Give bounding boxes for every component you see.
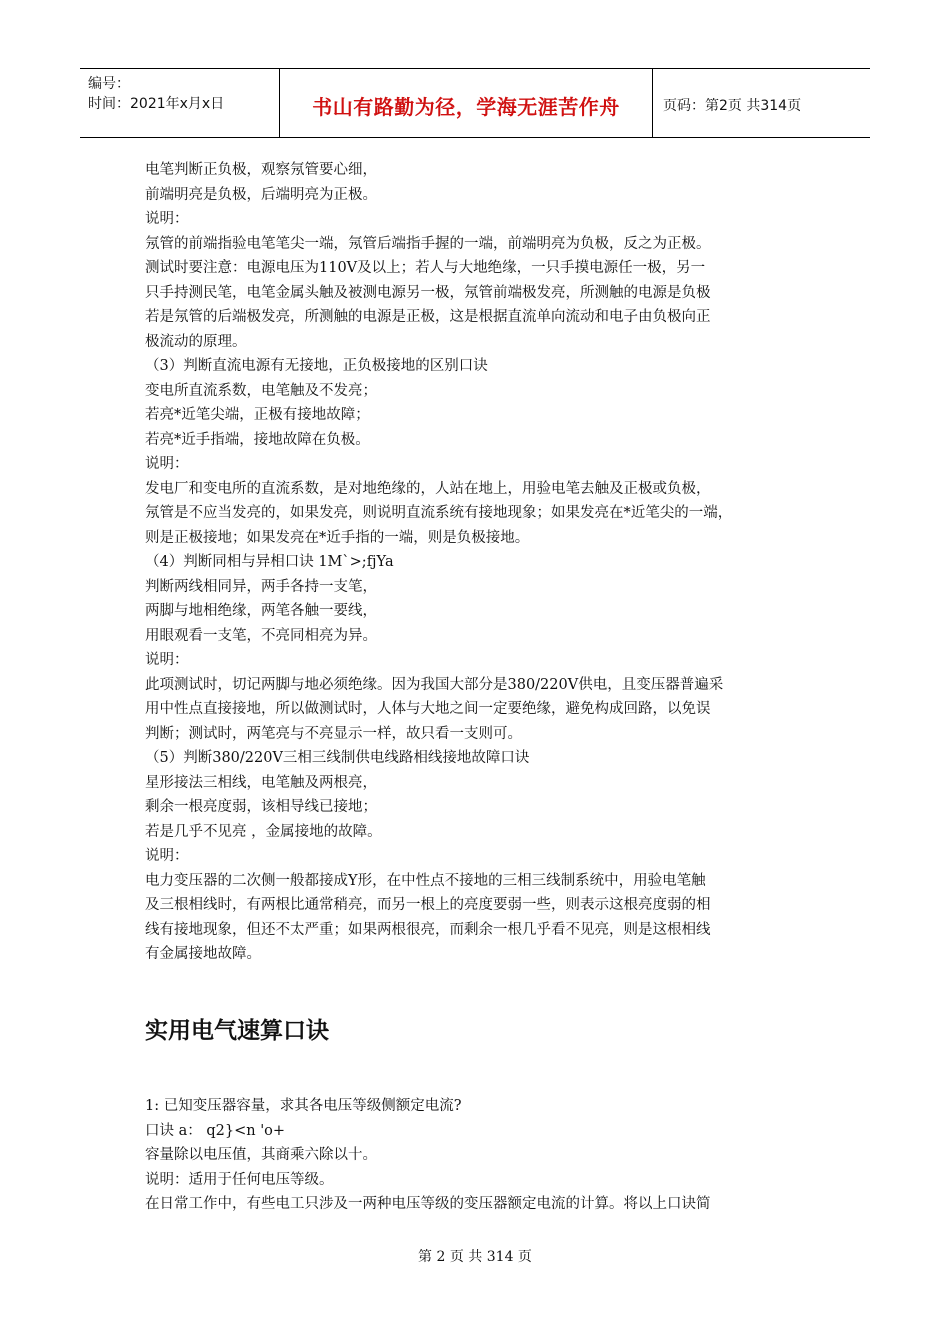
text-line: 1: 已知变压器容量，求其各电压等级侧额定电流? (145, 1098, 462, 1114)
section-heading: 实用电气速算口诀 (145, 1018, 329, 1044)
text-line: 有金属接地故障。 (145, 946, 261, 962)
text-line: 用眼观看一支笔，不亮同相亮为异。 (145, 627, 377, 644)
text-line: 口诀 a： q2}<n 'o+ (145, 1122, 286, 1139)
text-line: 在日常工作中，有些电工只涉及一两种电压等级的变压器额定电流的计算。将以上口诀简 (145, 1196, 711, 1212)
header-page-cell (653, 69, 870, 137)
text-line: 判断；测试时，两笔亮与不亮显示一样，故只看一支则可。 (145, 725, 522, 742)
text-line: 测试时要注意：电源电压为110V及以上；若人与大地绝缘，一只手摸电源任一极，另一 (145, 260, 706, 276)
text-line: （3）判断直流电源有无接地，正负极接地的区别口诀 (145, 358, 488, 374)
text-line: 发电厂和变电所的直流系数，是对地绝缘的，人站在地上，用验电笔去触及正极或负极， (145, 480, 711, 497)
text-line: 用中性点直接接地，所以做测试时，人体与大地之间一定要绝缘，避免构成回路，以免误 (145, 701, 711, 717)
header-meta (80, 69, 280, 137)
text-line: 前端明亮是负极，后端明亮为正极。 (145, 186, 377, 203)
header-time-label: 时间：2021年x月x日 (88, 96, 225, 112)
text-line: 电笔判断正负极，观察氖管要心细， (145, 162, 377, 178)
text-line: 说明： (145, 456, 189, 472)
text-line: 此项测试时，切记两脚与地必须绝缘。因为我国大部分是380/220V供电，且变压器普遍采 (145, 676, 724, 693)
text-line: 电力变压器的二次侧一般都接成Y形，在中性点不接地的三相三线制系统中，用验电笔触 (145, 872, 706, 889)
text-line: 说明：适用于任何电压等级。 (145, 1171, 334, 1188)
text-line: 线有接地现象，但还不太严重；如果两根很亮，而剩余一根几乎看不见亮，则是这根相线 (145, 921, 711, 938)
document-body (145, 158, 815, 967)
header-motto-cell (280, 69, 653, 137)
text-line: 若亮*近手指端，接地故障在负极。 (145, 431, 370, 448)
text-line: 说明： (145, 652, 189, 668)
text-line: （5）判断380/220V三相三线制供电线路相线接地故障口诀 (145, 750, 530, 766)
header-motto: 书山有路勤为径，学海无涯苦作舟 (312, 95, 620, 119)
page-header (80, 68, 870, 138)
text-line: 只手持测民笔，电笔金属头触及被测电源另一极，氖管前端极发亮，所测触的电源是负极 (145, 284, 711, 301)
document-body-continued (145, 1094, 815, 1217)
text-line: 氖管的前端指验电笔笔尖一端，氖管后端指手握的一端，前端明亮为负极，反之为正极。 (145, 235, 711, 252)
text-line: 则是正极接地；如果发亮在*近手指的一端，则是负极接地。 (145, 529, 530, 546)
text-line: 氖管是不应当发亮的，如果发亮，则说明直流系统有接地现象；如果发亮在*近笔尖的一端， (145, 505, 733, 521)
text-line: 若是氖管的后端极发亮，所测触的电源是正极，这是根据直流单向流动和电子由负极向正 (145, 309, 711, 325)
page-footer: 第 2 页 共 314 页 (418, 1249, 532, 1265)
text-line: 容量除以电压值，其商乘六除以十。 (145, 1147, 377, 1163)
text-line: 说明： (145, 848, 189, 864)
header-page-label: 页码：第2页 共314页 (663, 98, 802, 114)
text-line: 变电所直流系数，电笔触及不发亮； (145, 382, 377, 399)
header-number-label: 编号： (88, 76, 130, 92)
text-line: 说明： (145, 211, 189, 227)
text-line: 极流动的原理。 (145, 333, 247, 350)
text-line: 剩余一根亮度弱，该相导线已接地； (145, 799, 377, 815)
text-line: 判断两线相同异，两手各持一支笔， (145, 578, 377, 595)
text-line: 星形接法三相线，电笔触及两根亮， (145, 774, 377, 791)
text-line: 若是几乎不见亮 ，金属接地的故障。 (145, 823, 382, 840)
text-line: 及三根相线时，有两根比通常稍亮，而另一根上的亮度要弱一些，则表示这根亮度弱的相 (145, 897, 711, 913)
text-line: 若亮*近笔尖端，正极有接地故障； (145, 407, 370, 423)
text-line: 两脚与地相绝缘，两笔各触一要线， (145, 603, 377, 619)
text-line: （4）判断同相与异相口诀 1M`>;fjYa (145, 554, 394, 570)
